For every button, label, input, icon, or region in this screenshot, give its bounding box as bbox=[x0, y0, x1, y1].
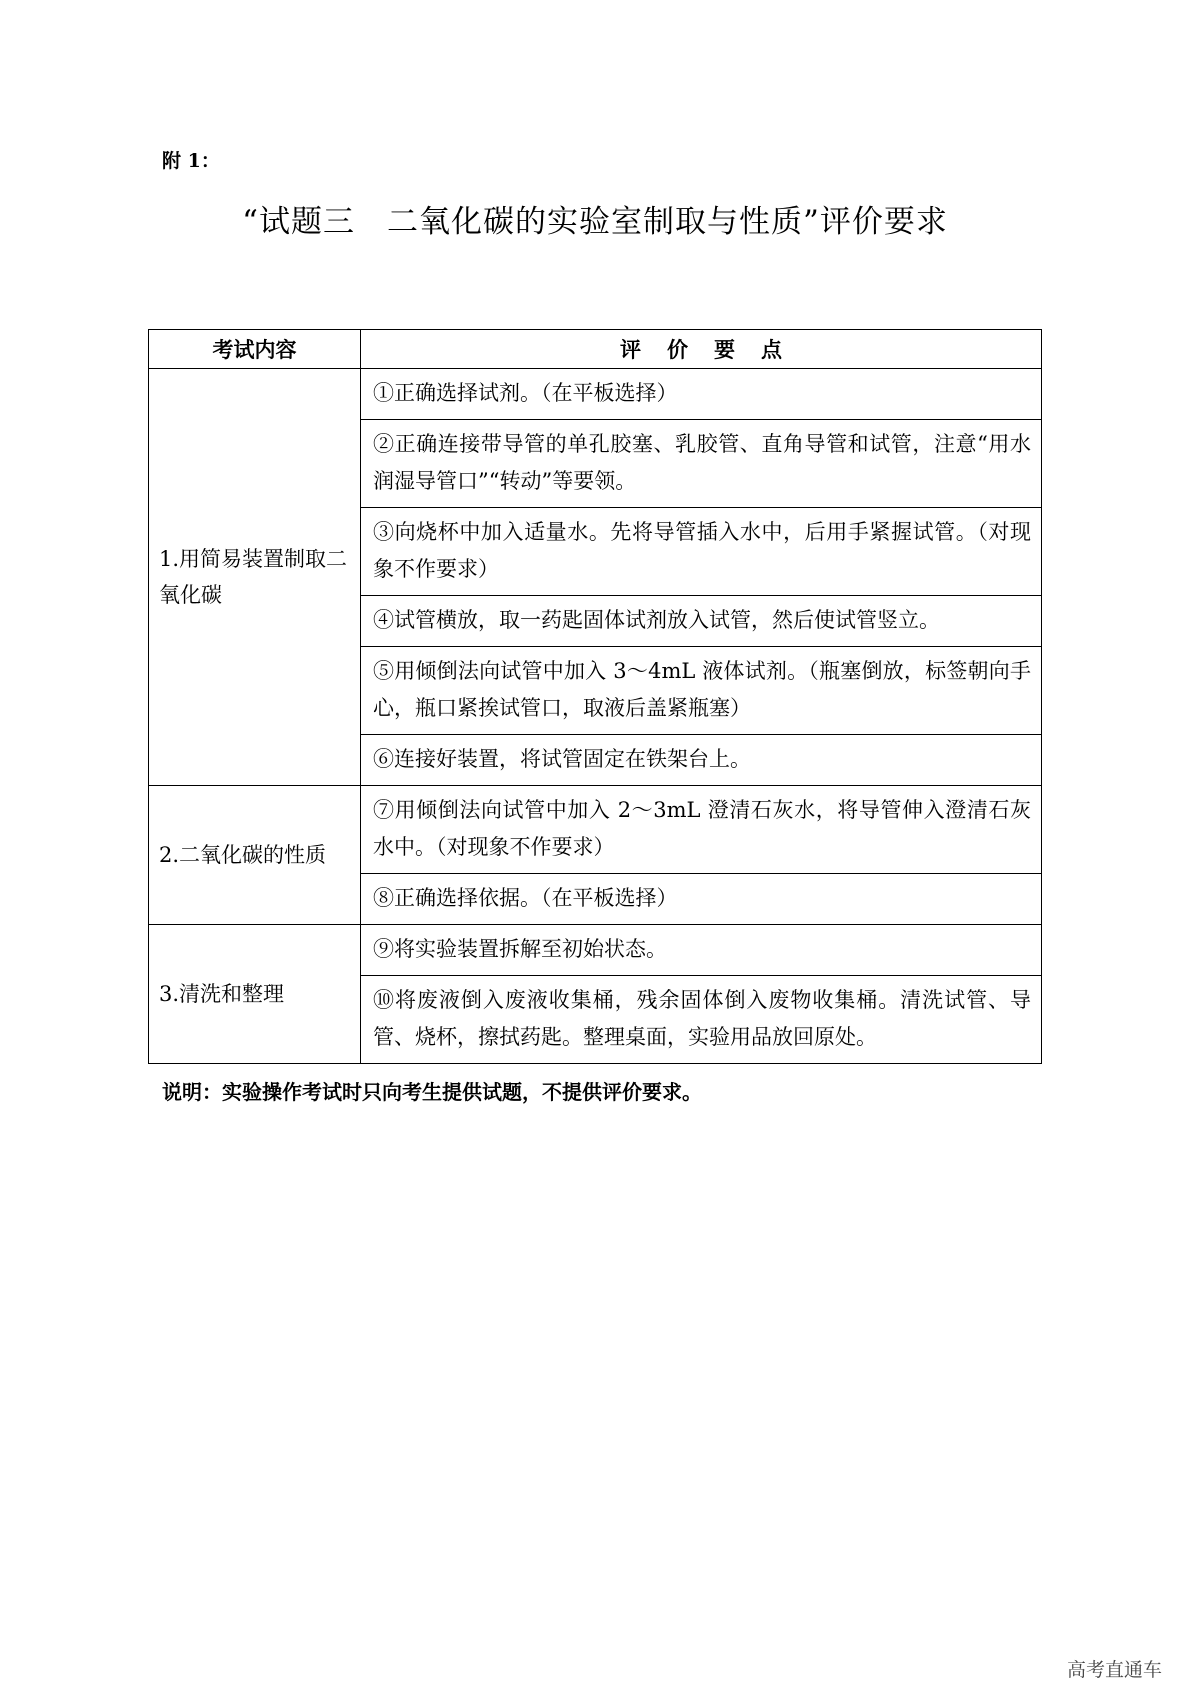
section-2-content: 2.二氧化碳的性质 bbox=[149, 786, 361, 925]
footnote: 说明：实验操作考试时只向考生提供试题，不提供评价要求。 bbox=[162, 1080, 702, 1104]
point-3: ③向烧杯中加入适量水。先将导管插入水中，后用手紧握试管。（对现象不作要求） bbox=[361, 508, 1042, 596]
table-header-row bbox=[149, 330, 1042, 369]
appendix-label: 附 1： bbox=[162, 150, 220, 172]
evaluation-table bbox=[148, 329, 1042, 1064]
point-4: ④试管横放，取一药匙固体试剂放入试管，然后使试管竖立。 bbox=[361, 596, 1042, 647]
point-10: ⑩将废液倒入废液收集桶，残余固体倒入废物收集桶。清洗试管、导管、烧杯，擦拭药匙。整理桌面，实验用品放回原处。 bbox=[361, 976, 1042, 1064]
section-3-content: 3.清洗和整理 bbox=[149, 925, 361, 1064]
section-1-content: 1.用简易装置制取二氧化碳 bbox=[149, 369, 361, 786]
table-row bbox=[149, 786, 1042, 874]
point-7: ⑦用倾倒法向试管中加入 2～3mL 澄清石灰水，将导管伸入澄清石灰水中。（对现象不作要求） bbox=[361, 786, 1042, 874]
point-1: ①正确选择试剂。（在平板选择） bbox=[361, 369, 1042, 420]
point-2: ②正确连接带导管的单孔胶塞、乳胶管、直角导管和试管，注意“用水润湿导管口”“转动”等要领。 bbox=[361, 420, 1042, 508]
document-title: “试题三 二氧化碳的实验室制取与性质”评价要求 bbox=[242, 204, 948, 240]
header-evaluation-points: 评价要点 bbox=[361, 330, 1042, 369]
table-row bbox=[149, 369, 1042, 420]
watermark-text: 高考直通车 bbox=[1066, 1659, 1162, 1681]
point-8: ⑧正确选择依据。（在平板选择） bbox=[361, 874, 1042, 925]
header-exam-content: 考试内容 bbox=[149, 330, 361, 369]
point-6: ⑥连接好装置，将试管固定在铁架台上。 bbox=[361, 735, 1042, 786]
point-9: ⑨将实验装置拆解至初始状态。 bbox=[361, 925, 1042, 976]
table-row bbox=[149, 925, 1042, 976]
point-5: ⑤用倾倒法向试管中加入 3～4mL 液体试剂。（瓶塞倒放，标签朝向手心，瓶口紧挨试管口，取液后盖紧瓶塞） bbox=[361, 647, 1042, 735]
